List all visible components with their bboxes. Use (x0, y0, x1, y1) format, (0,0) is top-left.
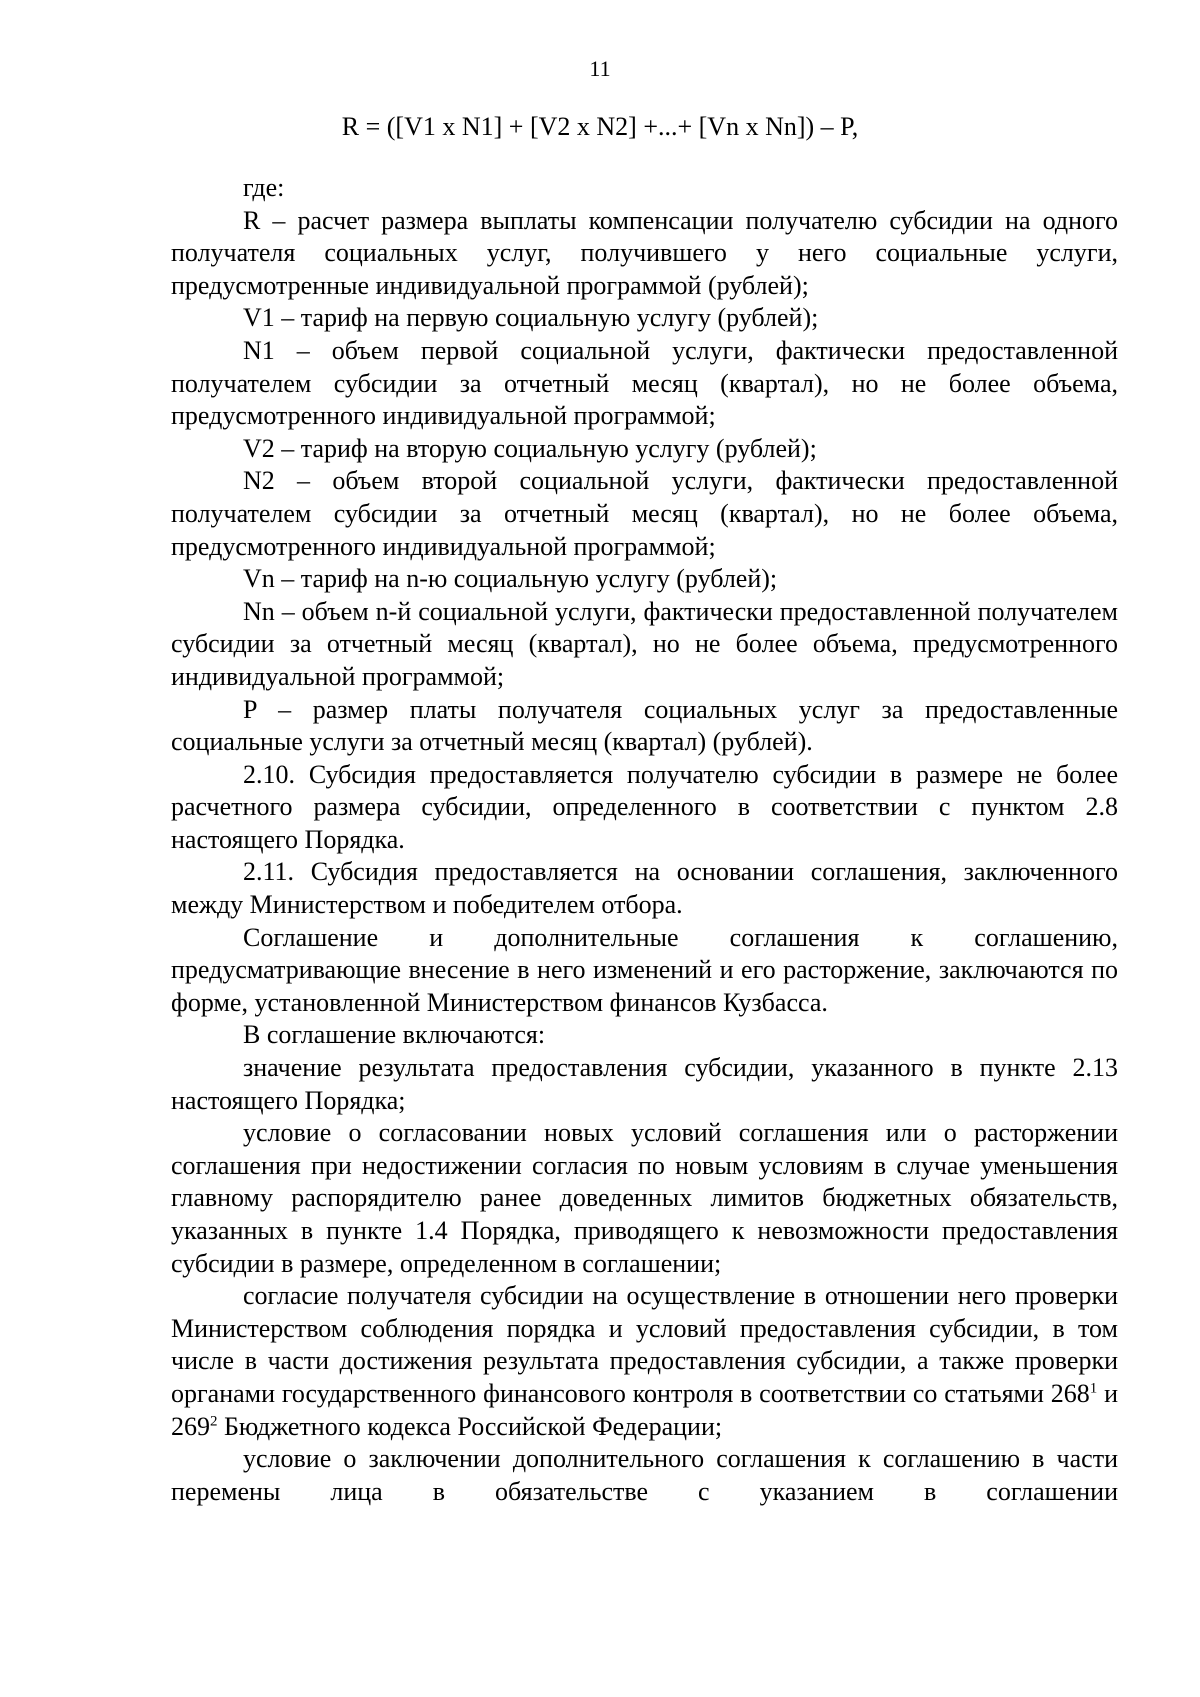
superscript-2: 2 (210, 1412, 218, 1429)
paragraph-agreement-includes: В соглашение включаются: (243, 1020, 546, 1050)
paragraph-consent-inspection (171, 1280, 1118, 1443)
paragraph-definition-n2: N2 – объем второй социальной услуги, фактически предоставленной получателем субсидии за отчетный месяц (квартал), но не более объема, предусмотренного индивидуальной программой; (171, 466, 1118, 561)
paragraph-definition-n1: N1 – объем первой социальной услуги, фактически предоставленной получателем субсидии за отчетный месяц (квартал), но не более объема, предусмотренного индивидуальной программой; (171, 335, 1118, 431)
paragraph-agreement-form: Соглашение и дополнительные соглашения к соглашению, предусматривающие внесение в него изменений и его расторжение, заключаются по форме, установленной Министерством финансов Кузбасса. (171, 922, 1118, 1017)
paragraph-new-conditions: условие о согласовании новых условий соглашения или о расторжении соглашения при недостижении согласия по новым условиям в случае уменьшения главному распорядителю ранее доведенных лимитов бюджетных обязательств, указанных в пункте 1.4 Порядка, приводящего к невозможности предоставления субсидии в размере, определенном в соглашении; (171, 1118, 1118, 1278)
document-body (171, 172, 1118, 1508)
page-number: 11 (589, 56, 611, 81)
consent-text-part-3: Бюджетного кодекса Российской Федерации; (217, 1411, 723, 1441)
consent-text-part-1: согласие получателя субсидии на осуществление в отношении него проверки Министерством соблюдения порядка и условий предоставления субсидии, в том числе в части достижения результата предоставления субсидии, а также проверки органами государственного финансового контроля в соответствии со статьями 268 (171, 1281, 1118, 1408)
paragraph-where: где: (243, 173, 285, 202)
consent-text-part-2: и 269 (171, 1378, 1118, 1441)
paragraph-definition-r: R – расчет размера выплаты компенсации получателю субсидии на одного получателя социальных услуг, получившего у него социальные услуги, предусмотренные индивидуальной программой (рублей); (171, 205, 1118, 300)
paragraph-2-10: 2.10. Субсидия предоставляется получателю субсидии в размере не более расчетного размера субсидии, определенного в соответствии с пунктом 2.8 настоящего Порядка. (171, 759, 1118, 854)
paragraph-definition-p: P – размер платы получателя социальных услуг за предоставленные социальные услуги за отчетный месяц (квартал) (рублей). (171, 694, 1118, 757)
paragraph-definition-nn: Nn – объем n-й социальной услуги, фактически предоставленной получателем субсидии за отчетный месяц (квартал), но не более объема, предусмотренного индивидуальной программой; (171, 596, 1118, 691)
paragraph-2-11: 2.11. Субсидия предоставляется на основании соглашения, заключенного между Министерством и победителем отбора. (171, 857, 1118, 920)
superscript-1: 1 (1089, 1380, 1098, 1397)
paragraph-definition-vn: Vn – тариф на n-ю социальную услугу (рублей); (243, 564, 778, 594)
formula: R = ([V1 x N1] + [V2 x N2] +...+ [Vn x Nn]) – P, (341, 112, 859, 141)
paragraph-result-value: значение результата предоставления субсидии, указанного в пункте 2.13 настоящего Порядка; (171, 1053, 1118, 1115)
paragraph-definition-v1: V1 – тариф на первую социальную услугу (рублей); (243, 303, 819, 333)
paragraph-definition-v2: V2 – тариф на вторую социальную услугу (рублей); (243, 433, 817, 463)
paragraph-additional-agreement: условие о заключении дополнительного соглашения к соглашению в части перемены лица в обязательстве с указанием в соглашении (171, 1444, 1118, 1506)
